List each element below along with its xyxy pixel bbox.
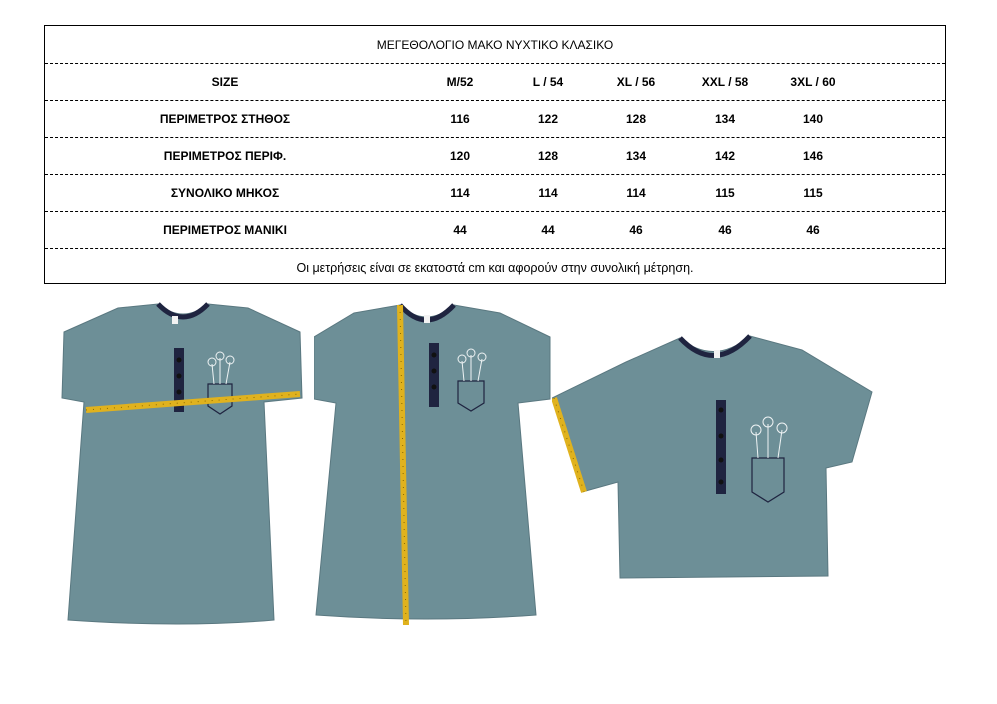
row-value: 46: [718, 223, 732, 237]
row-value: 146: [802, 149, 824, 163]
nightgown-photo-sleeve: [552, 332, 874, 580]
table-title-text: ΜΕΓΕΘΟΛΟΓΙΟ ΜΑΚΟ ΝΥΧΤΙΚΟ ΚΛΑΣΙΚΟ: [376, 37, 614, 52]
row-label: ΠΕΡΙΜΕΤΡΟΣ ΠΕΡΙΦ.: [163, 149, 287, 163]
row-value: 122: [537, 112, 559, 126]
row-value: 116: [450, 112, 470, 126]
row-label: ΣΥΝΟΛΙΚΟ ΜΗΚΟΣ: [170, 186, 280, 200]
row-value: 134: [625, 149, 647, 163]
row-value: 120: [449, 149, 471, 163]
header-size: XL / 56: [616, 75, 656, 89]
row-value: 114: [538, 186, 558, 200]
nightgown-photo-chest: [58, 302, 308, 630]
header-label: SIZE: [211, 75, 239, 89]
header-row: [45, 63, 945, 101]
table-row: [45, 100, 945, 138]
row-value: 140: [802, 112, 824, 126]
nightgown-front: [62, 304, 302, 624]
table-title: [45, 26, 945, 63]
nightgown-front: [552, 336, 872, 578]
nightgown-photo-length: [314, 303, 552, 627]
row-value: 142: [714, 149, 736, 163]
header-size: L / 54: [532, 75, 564, 89]
header-size: M/52: [446, 75, 474, 89]
row-value: 46: [629, 223, 643, 237]
table-row: [45, 211, 945, 249]
size-chart-table: [44, 25, 946, 284]
row-value: 128: [625, 112, 647, 126]
row-value: 44: [541, 223, 555, 237]
header-size: XXL / 58: [701, 75, 749, 89]
table-row: [45, 174, 945, 212]
table-row: [45, 137, 945, 175]
row-value: 128: [537, 149, 559, 163]
row-value: 114: [450, 186, 470, 200]
row-value: 115: [715, 186, 735, 200]
row-value: 46: [806, 223, 820, 237]
note-text: Οι μετρήσεις είναι σε εκατοστά cm και αφορούν στην συνολική μέτρηση.: [296, 260, 694, 275]
row-value: 115: [803, 186, 823, 200]
row-label: ΠΕΡΙΜΕΤΡΟΣ ΜΑΝΙΚΙ: [163, 223, 287, 237]
row-value: 44: [453, 223, 467, 237]
measurement-note: [45, 248, 945, 286]
row-value: 134: [714, 112, 736, 126]
row-label: ΠΕΡΙΜΕΤΡΟΣ ΣΤΗΘΟΣ: [159, 112, 291, 126]
row-value: 114: [626, 186, 646, 200]
header-size: 3XL / 60: [790, 75, 836, 89]
nightgown-front: [314, 305, 550, 619]
